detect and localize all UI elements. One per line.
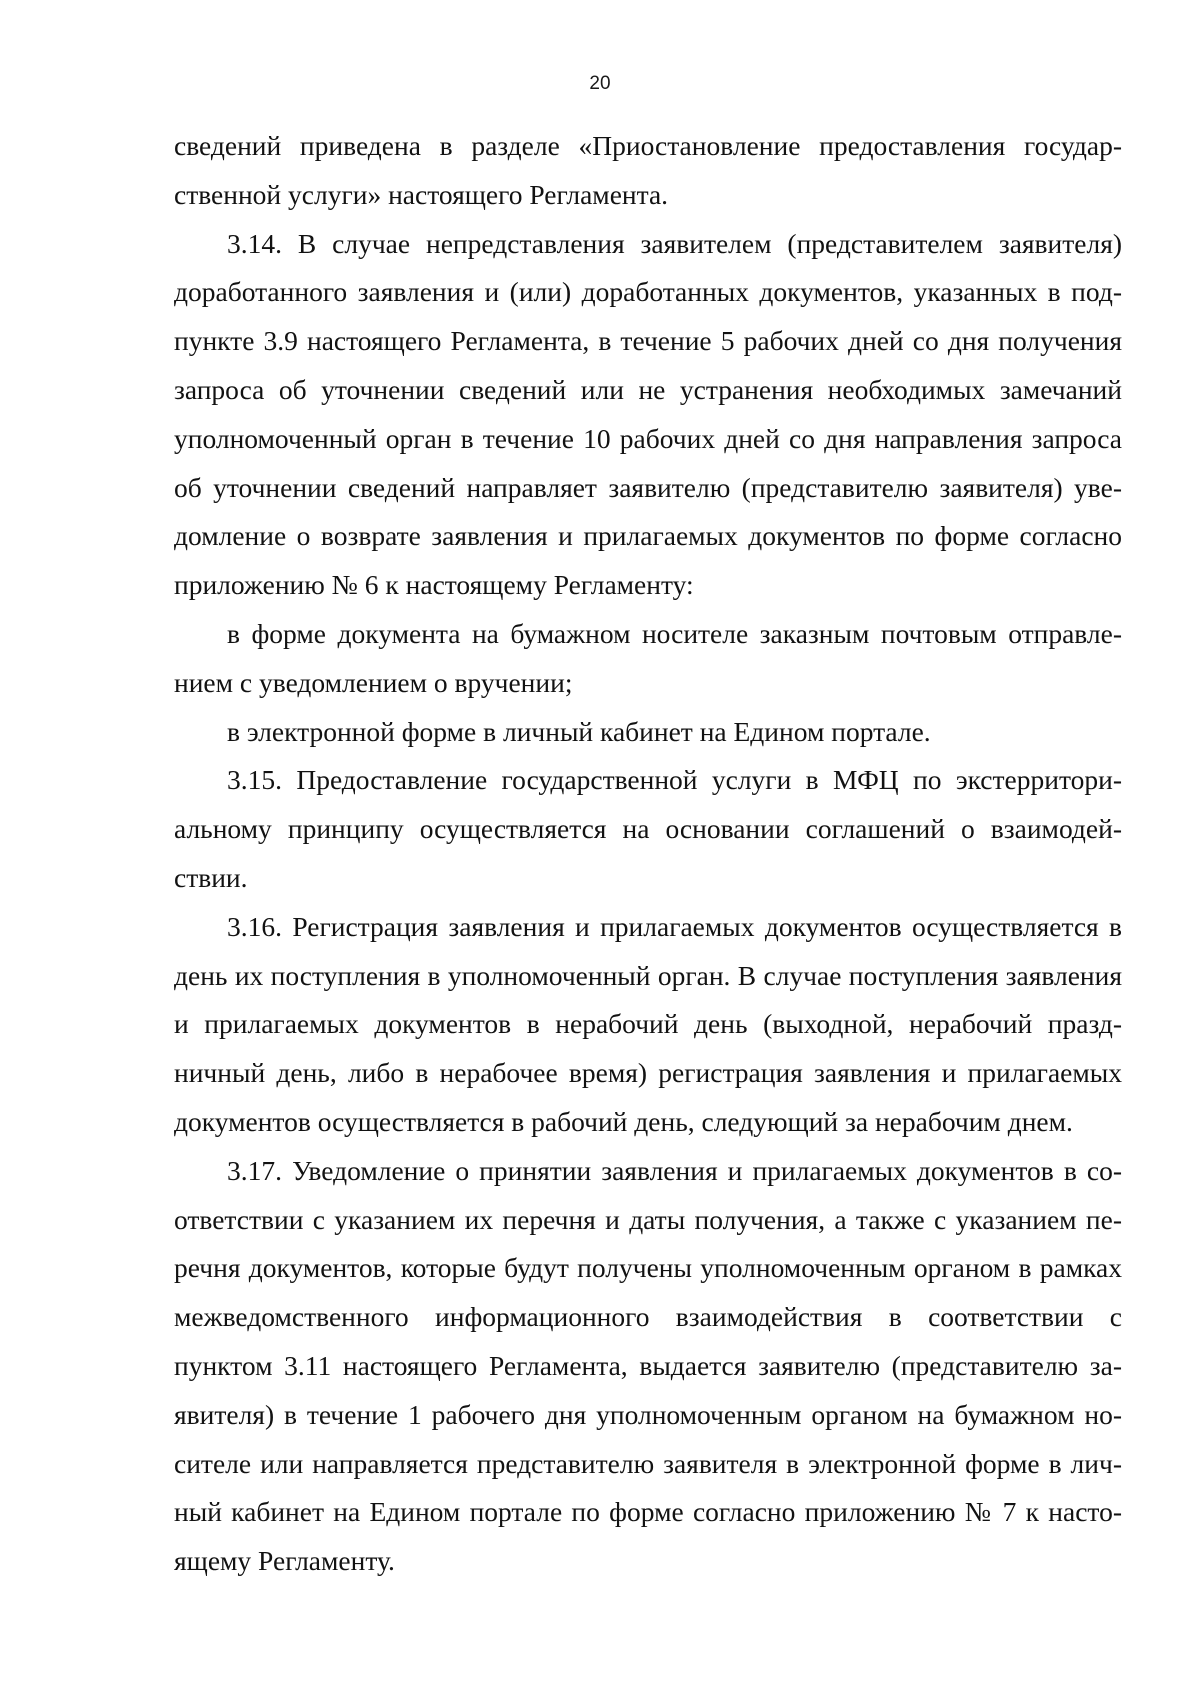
document-body bbox=[174, 122, 1122, 1586]
paragraph-item-3-15: 3.15. Предоставление государственной услуги в МФЦ по экстерриториальному принципу осуществляется на основании соглашений о взаимодействии. bbox=[174, 764, 1122, 893]
paragraph-item-3-17: 3.17. Уведомление о принятии заявления и прилагаемых документов в соответствии с указанием их перечня и даты получения, а также с указанием перечня документов, которые будут получены уполномоченным органом в рамках межведомственного информационного взаимодействия в соответствии с пунктом 3.11 настоящего Регламента, выдается заявителю (представителю заявителя) в течение 1 рабочего дня уполномоченным органом на бумажном носителе или направляется представителю заявителя в электронной форме в личный кабинет на Едином портале по форме согласно приложению № 7 к настоящему Регламенту. bbox=[174, 1154, 1122, 1577]
paragraph-item-3-14-paper: в форме документа на бумажном носителе заказным почтовым отправлением с уведомлением о вручении; bbox=[174, 617, 1122, 698]
paragraph-item-3-14: 3.14. В случае непредставления заявителем (представителем заявителя) доработанного заявления и (или) доработанных документов, указанных в подпункте 3.9 настоящего Регламента, в течение 5 рабочих дней со дня получения запроса об уточнении сведений или не устранения необходимых замечаний уполномоченный орган в течение 10 рабочих дней со дня направления запроса об уточнении сведений направляет заявителю (представителю заявителя) уведомление о возврате заявления и прилагаемых документов по форме согласно приложению № 6 к настоящему Регламенту: bbox=[174, 227, 1122, 601]
paragraph-continuation: сведений приведена в разделе «Приостановление предоставления государственной услуги» настоящего Регламента. bbox=[174, 130, 1122, 210]
paragraph-item-3-14-electronic: в электронной форме в личный кабинет на Едином портале. bbox=[227, 715, 931, 747]
page-number: 20 bbox=[589, 73, 611, 94]
paragraph-item-3-16: 3.16. Регистрация заявления и прилагаемых документов осуществляется в день их поступления в уполномоченный орган. В случае поступления заявления и прилагаемых документов в нерабочий день (выходной, нерабочий праздничный день, либо в нерабочее время) регистрация заявления и прилагаемых документов осуществляется в рабочий день, следующий за нерабочим днем. bbox=[174, 910, 1122, 1137]
